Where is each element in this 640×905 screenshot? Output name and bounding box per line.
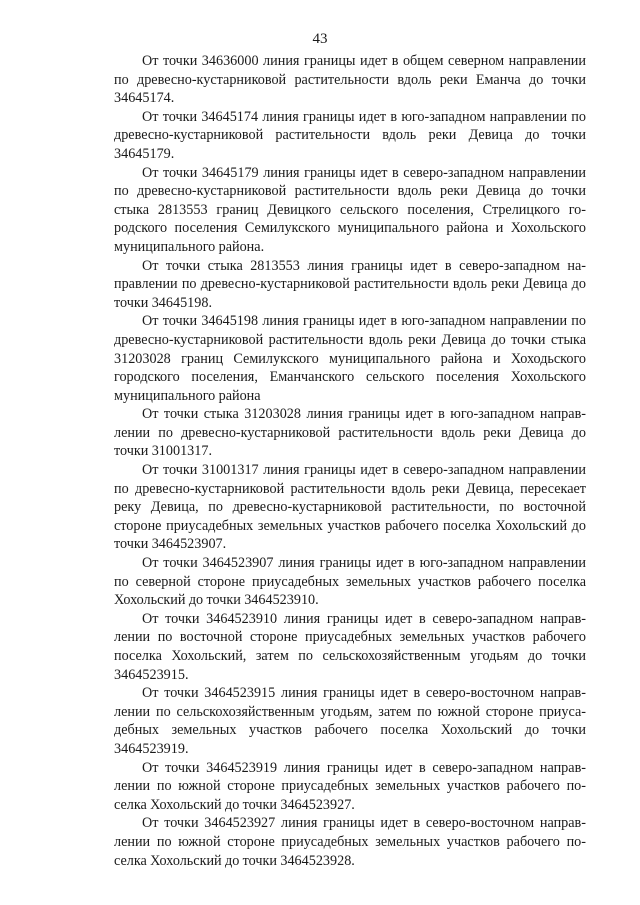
paragraph-4: От точки стыка 2813553 линия границы идет в северо-западном направлении по древесно-кустарниковой растительности вдоль реки Девица до точки 34645198. [114, 257, 586, 311]
paragraph-6: От точки стыка 31203028 линия границы идет в юго-западном направлении по древесно-кустарниковой растительности вдоль реки Девица до точки 31001317. [114, 406, 586, 460]
paragraph-10: От точки 3464523915 линия границы идет в северо-восточном направлении по сельскохозяйственным угодьям, затем по южной стороне приусадебных земельных участков рабочего поселка Хохольский до точки 3464523919. [114, 685, 586, 757]
paragraph-3: От точки 34645179 линия границы идет в северо-западном направлении по древесно-кустарниковой растительности вдоль реки Девица до точки стыка 2813553 границ Девицкого сельского поселения, Стрелицкого городского поселения Семилукского муниципального района и Хохольского муниципального района. [114, 164, 586, 255]
paragraph-9: От точки 3464523910 линия границы идет в северо-западном направлении по восточной стороне приусадебных земельных участков рабочего поселка Хохольский, затем по сельскохозяйственным угодьям до точки 3464523915. [114, 610, 586, 683]
page-number: 43 [312, 31, 328, 47]
paragraph-1: От точки 34636000 линия границы идет в общем северном направлении по древесно-кустарниковой растительности вдоль реки Еманча до точки 34645174. [114, 53, 586, 107]
paragraph-2: От точки 34645174 линия границы идет в юго-западном направлении по древесно-кустарниковой растительности вдоль реки Девица до точки 34645179. [114, 108, 586, 162]
paragraph-5: От точки 34645198 линия границы идет в юго-западном направлении по древесно-кустарниковой растительности вдоль реки Девица до точки стыка 31203028 границ Семилукского муниципального района и Хоходьского городского поселения, Еманчанского сельского поселения Хохольского муниципального района [114, 313, 586, 404]
paragraph-11: От точки 3464523919 линия границы идет в северо-западном направлении по южной стороне приусадебных земельных участков рабочего поселка Хохольский до точки 3464523927. [114, 759, 586, 813]
paragraph-8: От точки 3464523907 линия границы идет в юго-западном направлении по северной стороне приусадебных земельных участков рабочего поселка Хохольский до точки 3464523910. [114, 555, 586, 609]
paragraph-12: От точки 3464523927 линия границы идет в северо-восточном направлении по южной стороне приусадебных земельных участков рабочего поселка Хохольский до точки 3464523928. [114, 815, 586, 869]
document-body [114, 52, 586, 870]
paragraph-7: От точки 31001317 линия границы идет в северо-западном направлении по древесно-кустарниковой растительности вдоль реки Девица, пересекает реку Девица, по древесно-кустарниковой растительности, по восточной стороне приусадебных земельных участков рабочего поселка Хохольский до точки 3464523907. [114, 462, 586, 553]
